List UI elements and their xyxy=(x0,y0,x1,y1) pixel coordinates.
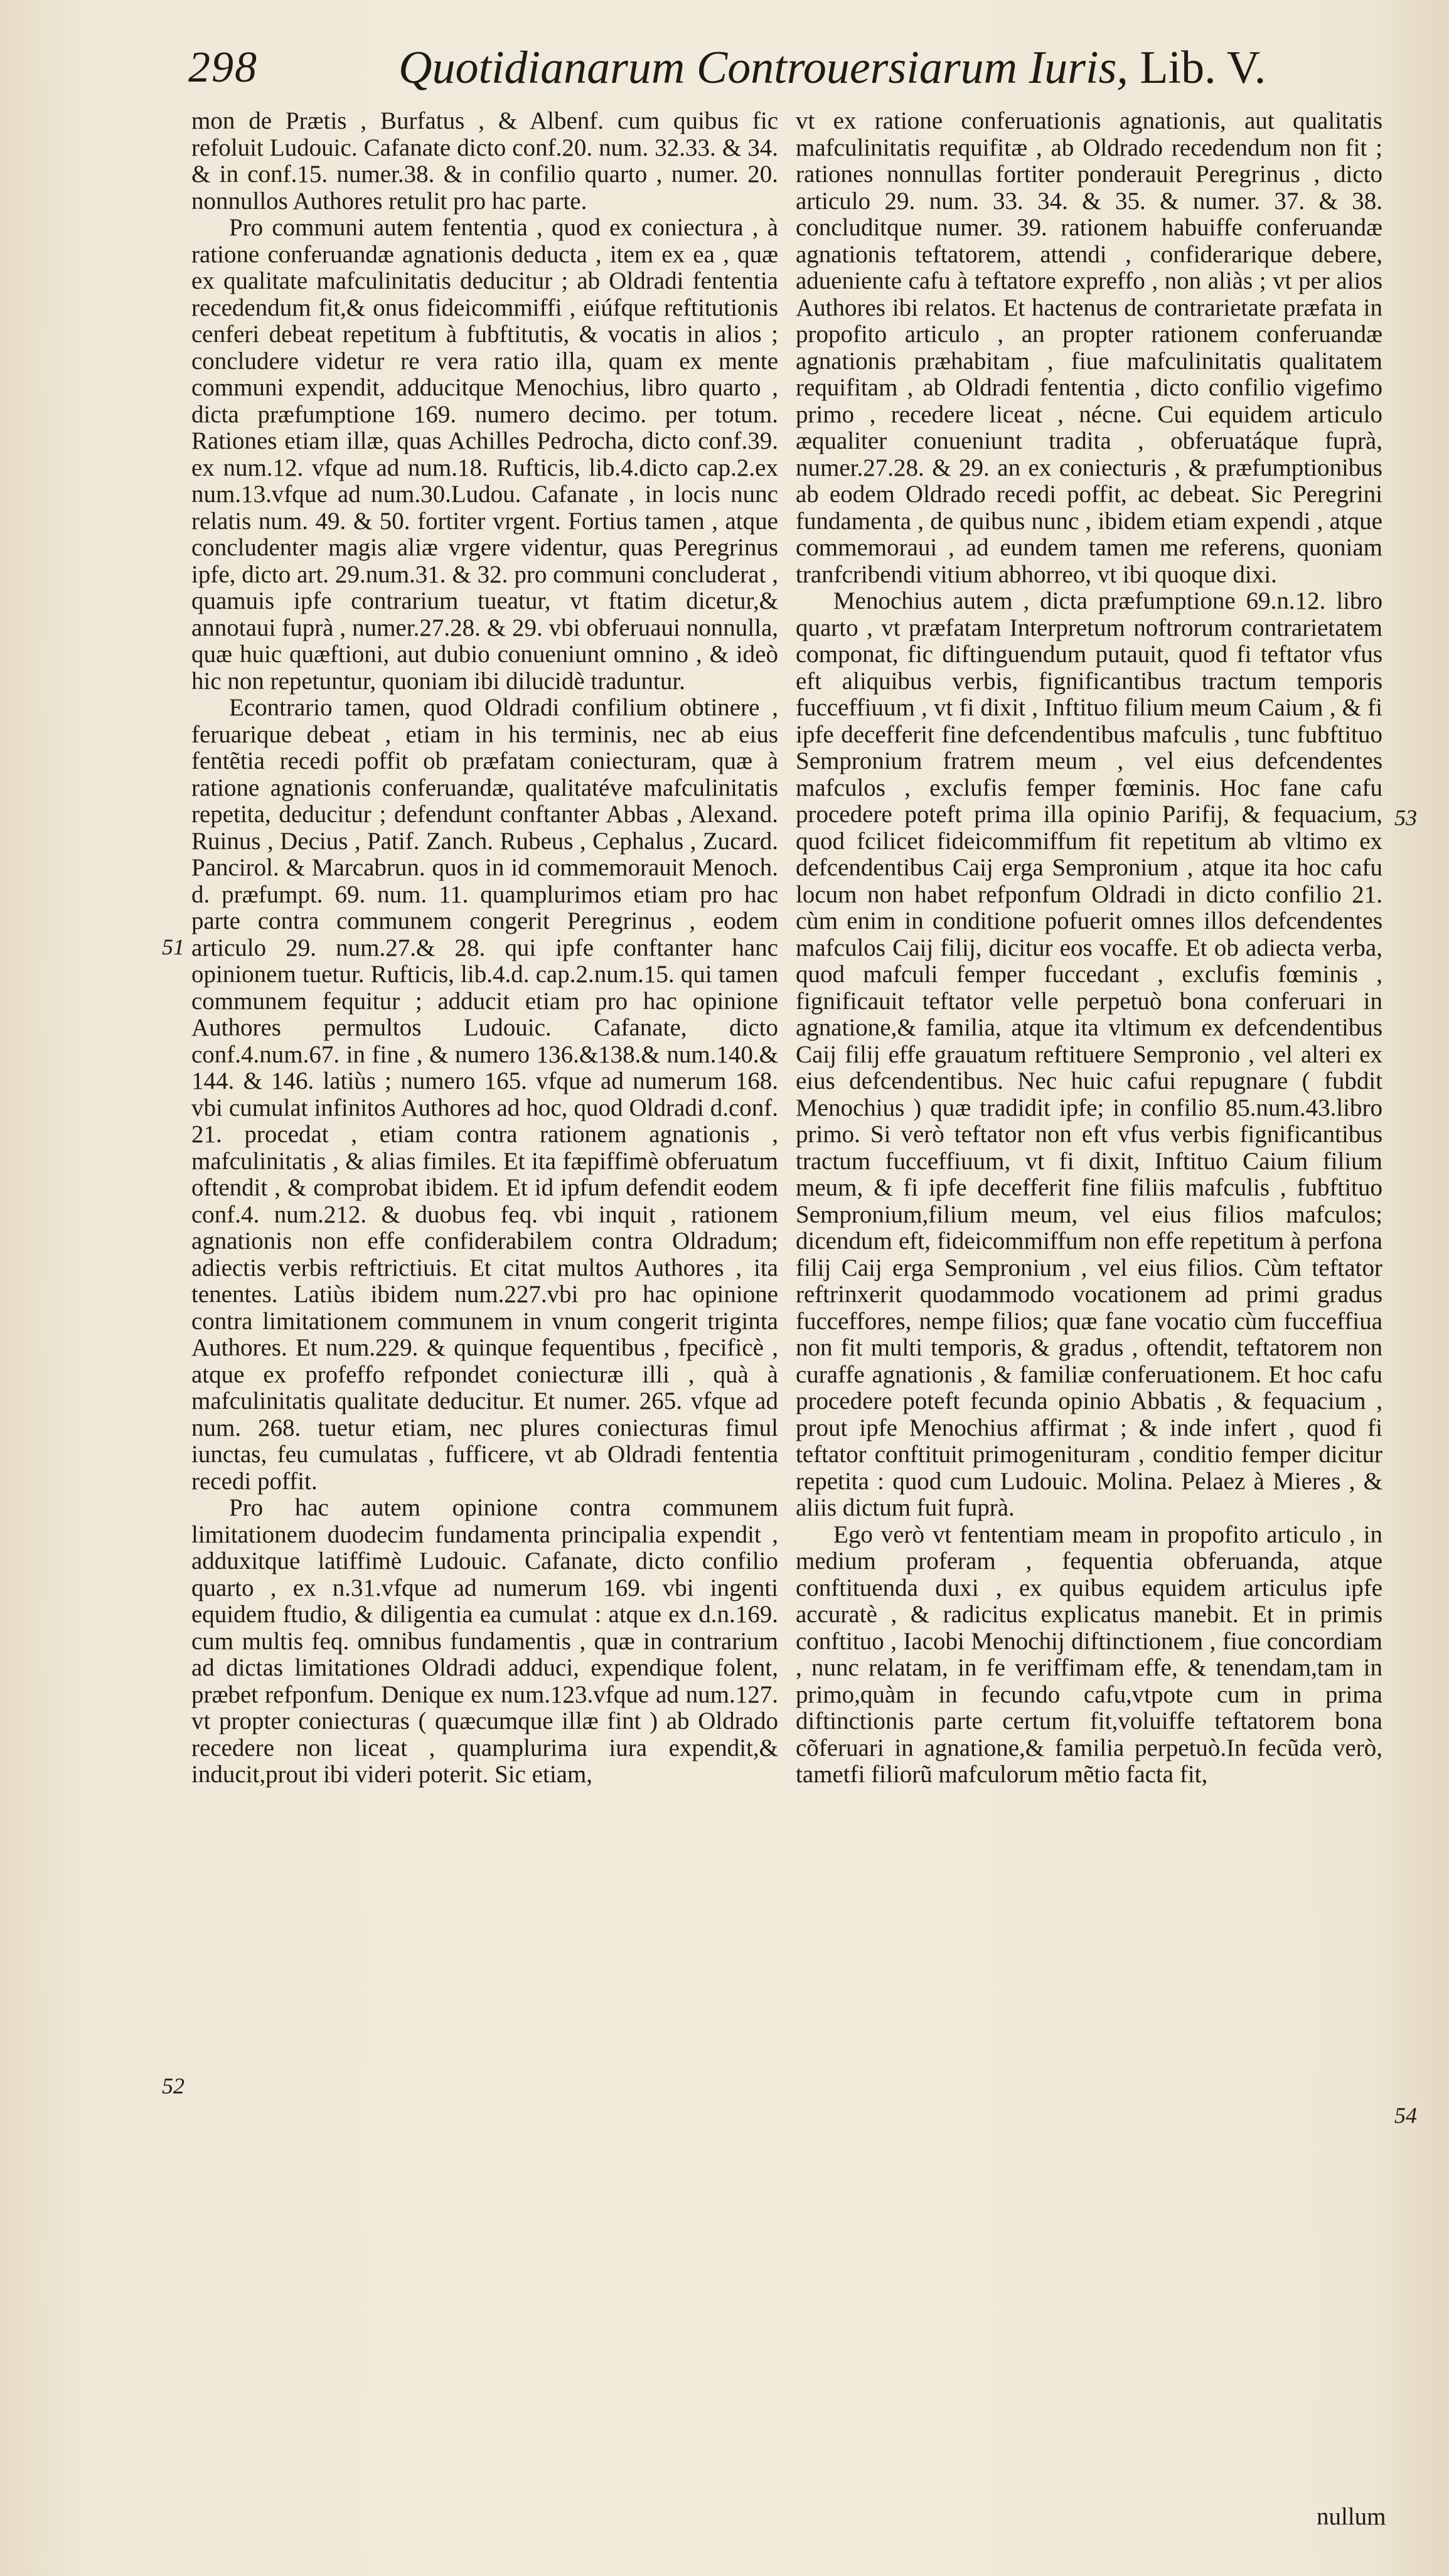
margin-number: 51 xyxy=(162,934,184,959)
running-title-text: Quotidianarum Controuersiarum Iuris, xyxy=(398,42,1128,94)
paragraph: Ego verò vt fententiam meam in propofito articulo , in medium proferam , fequentia obferuanda, atque conftituenda duxi , ex quibus equidem articulus ipfe accuratè , & radicitus explicatus manebit. Et in primis conftituo , Iacobi Menochij diftinctionem , fiue concordiam , nunc relatam, in fe veriffimam effe, & tenendam,tam in primo,quàm in fecundo cafu,vtpote cum in prima diftinctionis parte certum fit,voluiffe teftatorem bona cõferuari in agnatione,& familia perpetuò.In fecũda verò, tametfi filiorũ mafculorum mẽtio facta fit, xyxy=(796,1520,1382,1788)
paragraph: vt ex ratione conferuationis agnationis, aut qualitatis mafculinitatis requifitæ , ab Oldrado recedendum non fit ; rationes nonnullas fortiter ponderauit Peregrinus , dicto articulo 29. num. 33. 34. & 35. & numer. 37. & 38. concluditque numer. 39. rationem habuiffe conferuandæ agnationis teftatorem, attendi , confiderarique debere, adueniente cafu à teftatore expreffo , non aliàs ; vt per alios Authores ibi relatos. Et hactenus de contrarietate præfata in propofito articulo , an propter rationem conferuandæ agnationis præhabitam , fiue mafculinitatis qualitatem requifitam , ab Oldradi fententia , dicto confilio vigefimo primo , recedere liceat , nécne. Cui equidem articulo æqualiter conueniunt tradita , obferuatáque fuprà, numer.27.28. & 29. an ex coniecturis , & præfumptionibus ab eodem Oldrado recedi poffit, ac debeat. Sic Peregrini fundamenta , de quibus nunc , ibidem etiam expendi , atque commemoraui , ad eundem tamen me referens, quoniam tranfcribendi vitium abhorreo, vt ibi quoque dixi. xyxy=(796,107,1382,588)
paragraph: Pro communi autem fententia , quod ex coniectura , à ratione conferuandæ agnationis deducta , item ex ea , quæ ex qualitate mafculinitatis deducitur ; ab Oldradi fententia recedendum fit,& onus fideicommiffi , eiúfque reftitutionis cenferi debeat repetitum à fubftitutis, & vocatis in alios ; concludere videtur re vera ratio illa, quam ex mente communi expendit, adducitque Menochius, libro quarto , dicta præfumptione 169. numero decimo. per totum. Rationes etiam illæ, quas Achilles Pedrocha, dicto conf.39. ex num.12. vfque ad num.18. Rufticis, lib.4.dicto cap.2.ex num.13.vfque ad num.30.Ludou. Cafanate , in locis nunc relatis num. 49. & 50. fortiter vrgent. Fortius tamen , atque concludenter magis aliæ vrgere videntur, quas Peregrinus ipfe, dicto art. 29.num.31. & 32. pro communi concluderat , quamuis ipfe contrarium tueatur, vt ftatim dicetur,& annotaui fuprà , numer.27.28. & 29. vbi obferuaui nonnulla, quæ huic quæftioni, aut dubio conueniunt omnino , & ideò hic non repetuntur, quoniam ibi dilucidè traduntur. xyxy=(191,214,778,695)
left-column xyxy=(191,108,778,1788)
running-header xyxy=(188,39,1374,108)
margin-number: 53 xyxy=(1394,805,1417,830)
paragraph: Econtrario tamen, quod Oldradi confilium obtinere , feruarique debeat , etiam in his terminis, nec ab eius fentẽtia recedi poffit ob præfatam coniecturam, quæ à ratione agnationis conferuandæ, qualitatéve mafculinitatis repetita, deducitur ; defendunt conftanter Abbas , Alexand. Ruinus , Decius , Patif. Zanch. Rubeus , Cephalus , Zucard. Pancirol. & Marcabrun. quos in id commemorauit Menoch. d. præfumpt. 69. num. 11. quamplurimos etiam pro hac parte contra communem congerit Peregrinus , eodem articulo 29. num.27.& 28. qui ipfe conftanter hanc opinionem tuetur. Rufticis, lib.4.d. cap.2.num.15. qui tamen communem fequitur ; adducit etiam pro hac opinione Authores permultos Ludouic. Cafanate, dicto conf.4.num.67. in fine , & numero 136.&138.& num.140.& 144. & 146. latiùs ; numero 165. vfque ad numerum 168. vbi cumulat infinitos Authores ad hoc, quod Oldradi d.conf. 21. procedat , etiam contra rationem agnationis , mafculinitatis , & alias fimiles. Et ita fæpiffimè obferuatum oftendit , & comprobat ibidem. Et id ipfum defendit eodem conf.4. num.212. & duobus feq. vbi inquit , rationem agnationis non effe confiderabilem contra Oldradum; adiectis verbis reftrictiuis. Et citat multos Authores , ita tenentes. Latiùs ibidem num.227.vbi pro hac opinione contra limitationem communem in vnum congerit triginta Authores. Et num.229. & quinque fequentibus , fpecificè , atque ex profeffo refpondet coniecturæ illi , quà à mafculinitatis qualitate deducitur. Et numer. 265. vfque ad num. 268. tuetur etiam, nec plures coniecturas fimul iunctas, feu cumulatas , fufficere, vt ab Oldradi fententia recedi poffit. xyxy=(191,694,778,1495)
page-number: 298 xyxy=(188,43,258,92)
right-column xyxy=(796,108,1382,1788)
running-title xyxy=(398,41,1266,95)
margin-number: 54 xyxy=(1394,2103,1417,2128)
paragraph: Menochius autem , dicta præfumptione 69.n.12. libro quarto , vt præfatam Interpretum noftrorum contrarietatem componat, fic diftinguendum putauit, quod fi teftator vfus eft aliquibus verbis, fignificantibus tractum temporis fucceffiuum , vt fi dixit , Inftituo filium meum Caium , & fi ipfe decefferit fine defcendentibus mafculis , tunc fubftituo Sempronium fratrem meum , vel eius defcendentes mafculos , exclufis femper fœminis. Hoc fane cafu procedere poteft prima illa opinio Parifij, & fequacium, quod fcilicet fideicommiffum fit repetitum ab vltimo ex defcendentibus Caij erga Sempronium , atque ita hoc cafu locum non habet refponfum Oldradi in dicto confilio 21. cùm enim in conditione pofuerit omnes illos defcendentes mafculos Caij filij, dicitur eos vocaffe. Et ob adiecta verba, quod mafculi femper fuccedant , exclufis fœminis , fignificauit teftator velle perpetuò bona conferuari in agnatione,& familia, atque ita vltimum ex defcendentibus Caij filij effe grauatum reftituere Sempronio , vel alteri ex eius defcendentibus. Nec huic cafui repugnare ( fubdit Menochius ) quæ tradidit ipfe; in confilio 85.num.43.libro primo. Si verò teftator non eft vfus verbis fignificantibus tractum fucceffiuum, vt fi dixit, Inftituo Caium filium meum, & fi ipfe decefferit fine filiis mafculis , fubftituo Sempronium,filium meum, vel eius filios mafculos; dicendum eft, fideicommiffum non effe repetitum à perfona filij Caij erga Sempronium , vel eius filios. Cùm teftator reftrinxerit quodammodo vocationem ad primi gradus fucceffores, nempe filios; quæ fane vocatio cùm fucceffiua non fit multi temporis, & gradus , oftendit, teftatorem non curaffe agnationis , & familiæ conferuationem. Et hoc cafu procedere poteft fecunda opinio Abbatis , & fequacium , prout ipfe Menochius affirmat ; & inde infert , quod fi teftator conftituit primogenituram , conditio femper dicitur repetita : quod cum Ludouic. Molina. Pelaez à Mieres , & aliis dictum fuit fuprà. xyxy=(796,587,1382,1521)
book-number: Lib. V. xyxy=(1140,42,1266,94)
paragraph: Pro hac autem opinione contra communem limitationem duodecim fundamenta principalia expendit , adduxitque latiffimè Ludouic. Cafanate, dicto confilio quarto , ex n.31.vfque ad numerum 169. vbi ingenti equidem ftudio, & diligentia ea cumulat : atque ex d.n.169. cum multis feq. omnibus fundamentis , quæ in contrarium ad dictas limitationes Oldradi adduci, expendique folent, præbet refponfum. Denique ex num.123.vfque ad num.127. vt propter coniecturas ( quæcumque illæ fint ) ab Oldrado recedere non liceat , quamplurima iura expendit,& inducit,prout ibi videri poterit. Sic etiam, xyxy=(191,1494,778,1788)
paragraph: mon de Prætis , Burfatus , & Albenf. cum quibus fic refoluit Ludouic. Cafanate dicto conf.20. num. 32.33. & 34. & in conf.15. numer.38. & in confilio quarto , numer. 20. nonnullos Authores retulit pro hac parte. xyxy=(191,107,778,215)
margin-number: 52 xyxy=(162,2073,184,2098)
catchword: nullum xyxy=(1317,2503,1386,2530)
